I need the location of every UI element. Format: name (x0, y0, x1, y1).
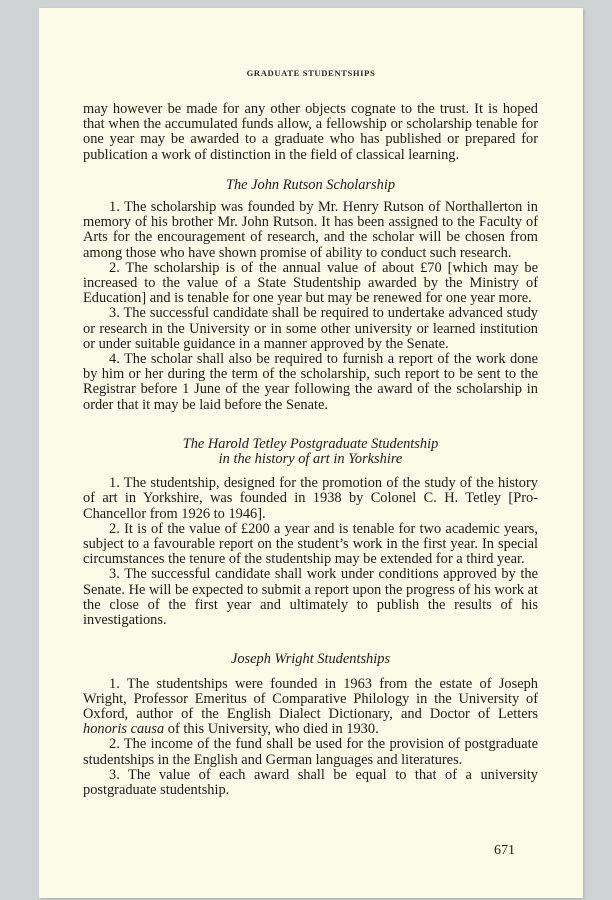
paragraph: 2. The scholarship is of the annual value of about £70 [which may be increased to the value of a State Studentship awarded by the Ministry of Education] and is tenable for one year but may be renewed for one year more. (83, 259, 538, 307)
section-title: The John Rutson Scholarship (225, 176, 396, 193)
section-harold-tetley-studentship (83, 437, 538, 628)
section-title: Joseph Wright Studentships (230, 651, 391, 668)
paragraph (83, 677, 538, 738)
section-john-rutson-scholarship (83, 178, 538, 413)
section-subtitle: in the history of art in Yorkshire (218, 451, 403, 468)
paragraph: 3. The successful candidate shall work under conditions approved by the Senate. He will be expected to submit a report upon the progress of his work at the close of the first year and ultimately to publish the results of his investigations. (83, 566, 538, 629)
paragraph: 2. The income of the fund shall be used for the provision of postgraduate studentships in the English and German languages and literatures. (83, 736, 538, 768)
paragraph: 3. The value of each award shall be equal to that of a university postgraduate studentship. (83, 766, 538, 798)
page-body (83, 70, 538, 798)
page-number: 671 (494, 843, 515, 858)
section-title (83, 437, 538, 467)
paragraph-text: of this University, who died in 1930. (164, 721, 379, 738)
document-page (39, 8, 583, 898)
paragraph: 3. The successful candidate shall be required to undertake advanced study or research in the University or in some other university or learned institution or under suitable guidance in a manner approved by the Senate. (83, 305, 538, 352)
section-joseph-wright-studentships (83, 652, 538, 798)
paragraph: 2. It is of the value of £200 a year and is tenable for two academic years, subject to a favourable report on the student’s work in the first year. In special circumstances the tenure of the studentship may be extended for a third year. (83, 520, 538, 568)
intro-paragraph: may however be made for any other objects cognate to the trust. It is hoped that when the accumulated funds allow, a fellowship or scholarship tenable for one year may be awarded to a graduate who has published or prepared for publication a work of distinction in the field of classical learning. (83, 101, 538, 163)
running-head: GRADUATE STUDENTSHIPS (246, 68, 376, 78)
paragraph-text: 1. The studentships were founded in 1963 from the estate of Joseph Wright, Professor Emeritus of Comparative Philology in the University of Oxford, author of the English Dialect Dictionary, and Doctor of Letters (83, 675, 538, 722)
paragraph: 1. The scholarship was founded by Mr. Henry Rutson of Northallerton in memory of his brother Mr. John Rutson. It has been assigned to the Faculty of Arts for the encouragement of research, and the scholar will be chosen from among those who have shown promise of ability to conduct such research. (83, 199, 538, 261)
paragraph: 4. The scholar shall also be required to furnish a report of the work done by him or her during the term of the scholarship, such report to be sent to the Registrar before 1 June of the year following the award of the scholarship in order that it may be laid before the Senate. (83, 351, 538, 413)
section-title-main: The Harold Tetley Postgraduate Studentship (182, 435, 439, 452)
italic-phrase: honoris causa (83, 721, 165, 738)
paragraph: 1. The studentship, designed for the promotion of the study of the history of art in Yorkshire, was founded in 1938 by Colonel C. H. Tetley [Pro-Chancellor from 1926 to 1946]. (83, 475, 538, 522)
